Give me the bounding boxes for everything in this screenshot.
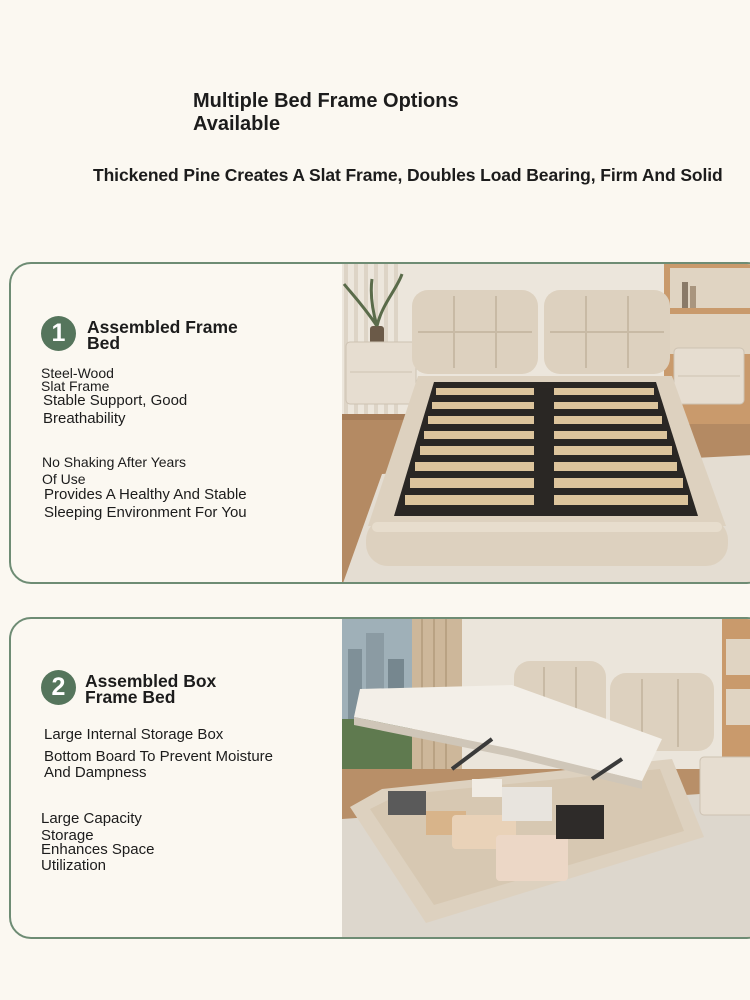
feature-description-line1: Bottom Board To Prevent Moisture <box>44 748 273 765</box>
assembled-box-frame-bed-card <box>9 617 750 939</box>
feature-line: Large Internal Storage Box <box>44 726 224 743</box>
feature-title-line1: Large Capacity <box>41 810 142 827</box>
feature-description <box>44 486 247 521</box>
feature-description-line2: And Dampness <box>44 763 147 781</box>
page-title-line1: Multiple Bed Frame Options <box>193 90 459 112</box>
section-title <box>85 671 217 707</box>
section-title-line1: Assembled Box <box>85 671 217 691</box>
feature-title-line1: Steel-Wood <box>41 365 114 381</box>
feature-description-line1: Enhances Space <box>41 841 155 858</box>
feature-description <box>41 842 154 874</box>
section-title-line1: Assembled Frame <box>87 317 238 337</box>
feature-description-line2: Breathability <box>43 409 126 427</box>
slat-bed-frame-photo <box>342 264 750 582</box>
feature-description <box>43 392 187 427</box>
storage-bed-photo <box>342 619 750 937</box>
section-title-line2: Frame Bed <box>85 686 176 707</box>
page-title <box>193 90 533 136</box>
page-subtitle: Thickened Pine Creates A Slat Frame, Doubles Load Bearing, Firm And Solid <box>93 165 723 185</box>
feature-title <box>41 366 114 394</box>
feature-description <box>44 749 273 780</box>
feature-title <box>41 811 142 844</box>
feature-description-line2: Utilization <box>41 857 107 874</box>
feature-title-line2: Storage <box>41 827 94 844</box>
feature-title-line2: Of Use <box>42 471 86 487</box>
feature-title-line2: Slat Frame <box>41 378 110 394</box>
assembled-frame-bed-card <box>9 262 750 584</box>
page-title-line2: Available <box>193 113 281 135</box>
feature-description-line2: Sleeping Environment For You <box>44 503 247 521</box>
section-number-badge: 2 <box>41 670 76 705</box>
section-title-line2: Bed <box>87 332 121 353</box>
section-number-badge: 1 <box>41 316 76 351</box>
section-title <box>87 317 238 353</box>
feature-description-line1: Provides A Healthy And Stable <box>44 486 247 503</box>
feature-description-line1: Stable Support, Good <box>43 392 188 409</box>
feature-title <box>42 455 186 487</box>
feature-title-line1: No Shaking After Years <box>42 454 186 470</box>
